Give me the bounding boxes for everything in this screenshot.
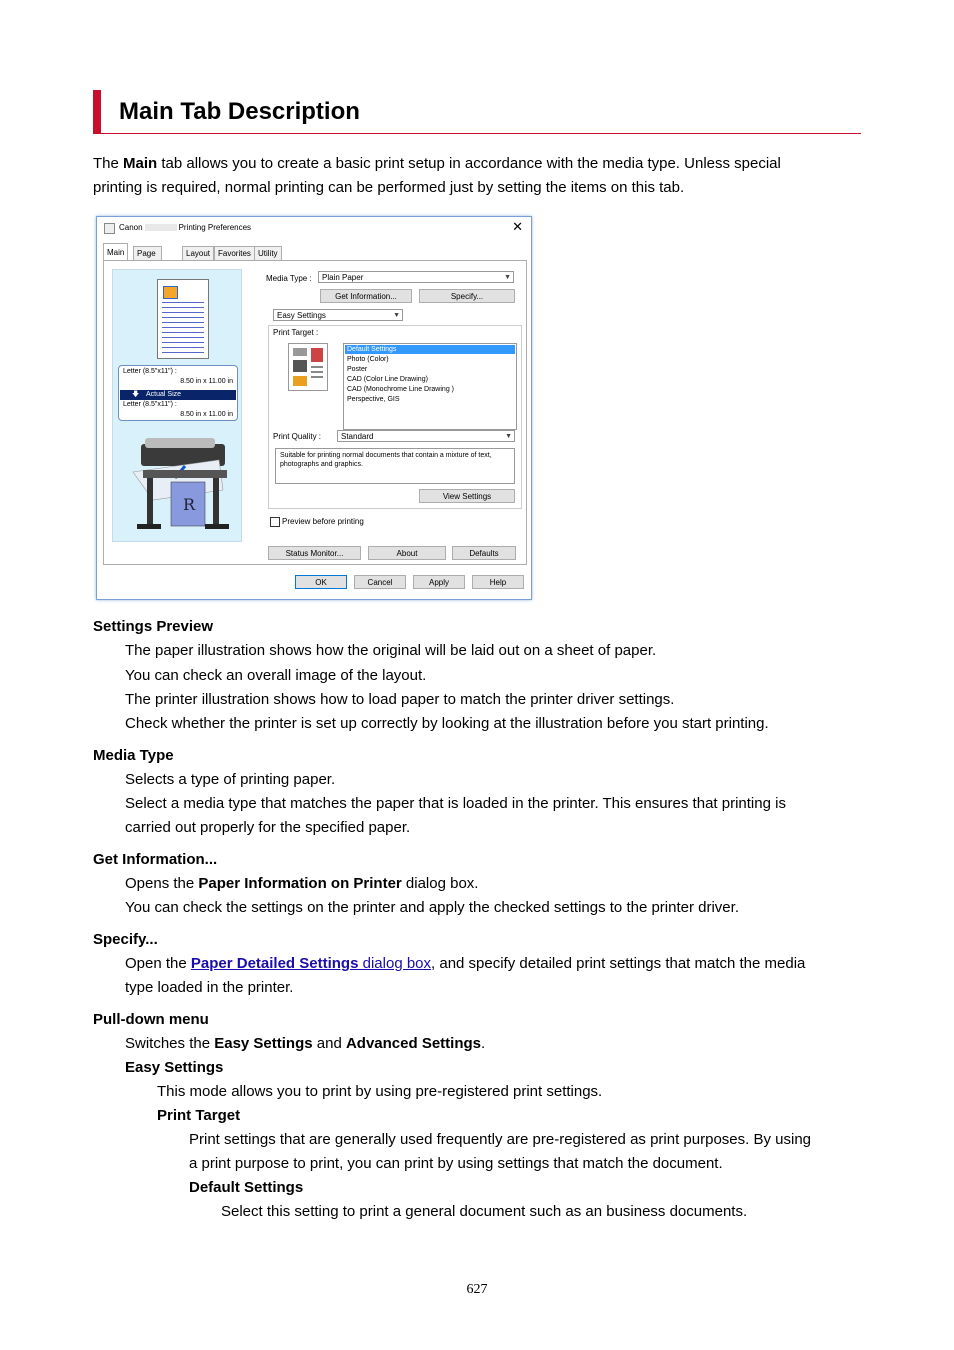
pulldown-title: Pull-down menu — [93, 1011, 209, 1028]
specify-title: Specify... — [93, 931, 158, 948]
dialog-title: Canon Printing Preferences — [119, 223, 252, 232]
defaults-button[interactable]: Defaults — [452, 546, 516, 560]
list-item[interactable]: Default Settings — [345, 345, 515, 354]
specify-button[interactable]: Specify... — [419, 289, 515, 303]
close-icon[interactable]: ✕ — [512, 219, 523, 234]
tab-utility[interactable]: Utility — [254, 246, 282, 260]
section-heading — [93, 90, 861, 134]
list-item[interactable]: Perspective, GIS — [347, 396, 400, 403]
preview-checkbox-label: Preview before printing — [282, 517, 364, 526]
media-type-select[interactable]: Plain Paper ▼ — [318, 271, 514, 283]
get-information-button[interactable]: Get Information... — [320, 289, 412, 303]
list-item[interactable]: Poster — [347, 366, 368, 373]
settings-preview — [112, 269, 242, 542]
text-line: You can check the settings on the printer and apply the checked settings to the printer driver. — [125, 899, 739, 916]
text-line: Select a media type that matches the paper that is loaded in the printer. This ensures that printing is — [125, 795, 786, 812]
list-item[interactable]: CAD (Color Line Drawing) — [347, 376, 428, 383]
intro-line-1: The Main tab allows you to create a basic print setup in accordance with the media type. Unless special — [93, 155, 781, 172]
view-settings-button[interactable]: View Settings — [419, 489, 515, 503]
printing-preferences-dialog — [96, 216, 532, 600]
main-tab-panel — [103, 260, 527, 565]
page-number: 627 — [466, 1282, 488, 1297]
print-quality-label: Print Quality : — [273, 432, 322, 441]
text-line: a print purpose to print, you can print by using settings that match the document. — [189, 1155, 723, 1172]
text-line: type loaded in the printer. — [125, 979, 294, 996]
tab-page-setup[interactable]: Page — [133, 246, 162, 260]
media-type-label: Media Type : — [266, 274, 312, 283]
text-line: The paper illustration shows how the original will be laid out on a sheet of paper. — [125, 642, 657, 659]
tab-favorites[interactable]: Favorites — [214, 246, 255, 260]
apply-button[interactable]: Apply — [413, 575, 465, 589]
about-button[interactable]: About — [368, 546, 446, 560]
paper-size-box: Letter (8.5"x11") : 8.50 in x 11.00 in 🡇 Actual Size Letter (8.5"x11") : 8.50 in x 11.00 in — [118, 365, 238, 421]
text-line: Open the Paper Detailed Settings dialog box, and specify detailed print settings that match the media — [125, 955, 806, 972]
print-target-label: Print Target : — [273, 328, 319, 337]
tab-main[interactable]: Main — [103, 243, 128, 260]
list-item[interactable]: CAD (Monochrome Line Drawing ) — [347, 386, 454, 393]
settings-description: Suitable for printing normal documents that contain a mixture of text, photographs and graphics. — [275, 448, 515, 484]
text-line: Selects a type of printing paper. — [125, 771, 336, 788]
printer-illustration — [123, 430, 233, 538]
image-icon — [163, 286, 178, 299]
heading-accent-bar — [93, 90, 101, 133]
status-monitor-button[interactable]: Status Monitor... — [268, 546, 361, 560]
media-type-title: Media Type — [93, 747, 174, 764]
text-line: carried out properly for the specified paper. — [125, 819, 411, 836]
print-target-title: Print Target — [157, 1107, 241, 1124]
print-target-thumbnail — [288, 343, 328, 391]
easy-settings-title: Easy Settings — [125, 1059, 224, 1076]
paper-illustration — [157, 279, 209, 359]
text-line: Opens the Paper Information on Printer dialog box. — [125, 875, 479, 892]
intro-line-2: printing is required, normal printing can be performed just by setting the items on this tab. — [93, 179, 685, 196]
svg-text:R: R — [183, 495, 196, 514]
chevron-down-icon: ▼ — [393, 312, 400, 319]
text-line: The printer illustration shows how to load paper to match the printer driver settings. — [125, 691, 675, 708]
settings-preview-title: Settings Preview — [93, 618, 214, 635]
printer-icon — [104, 223, 115, 234]
chevron-down-icon: ▼ — [505, 433, 512, 440]
cancel-button[interactable]: Cancel — [354, 575, 406, 589]
actual-size-row: 🡇 Actual Size — [120, 390, 236, 400]
list-item[interactable]: Photo (Color) — [347, 356, 389, 363]
print-target-list[interactable] — [343, 343, 517, 430]
help-button[interactable]: Help — [472, 575, 524, 589]
paper-detailed-settings-link[interactable]: Paper Detailed Settings dialog box — [190, 955, 432, 972]
page-title: Main Tab Description — [119, 98, 360, 125]
ok-button[interactable]: OK — [295, 575, 347, 589]
preview-checkbox[interactable] — [270, 517, 280, 527]
get-information-title: Get Information... — [93, 851, 218, 868]
text-line: Print settings that are generally used frequently are pre-registered as print purposes. By using — [189, 1131, 812, 1148]
tab-layout[interactable]: Layout — [182, 246, 214, 260]
text-line: You can check an overall image of the layout. — [125, 667, 427, 684]
chevron-down-icon: ▼ — [504, 274, 511, 281]
text-line: Check whether the printer is set up correctly by looking at the illustration before you start printing. — [125, 715, 769, 732]
default-settings-title: Default Settings — [189, 1179, 304, 1196]
text-line: Switches the Easy Settings and Advanced Settings. — [125, 1035, 486, 1052]
settings-mode-select[interactable]: Easy Settings ▼ — [273, 309, 403, 321]
text-line: Select this setting to print a general document such as an business documents. — [221, 1203, 748, 1220]
print-quality-select[interactable]: Standard ▼ — [337, 430, 515, 442]
text-line: This mode allows you to print by using pre-registered print settings. — [157, 1083, 603, 1100]
